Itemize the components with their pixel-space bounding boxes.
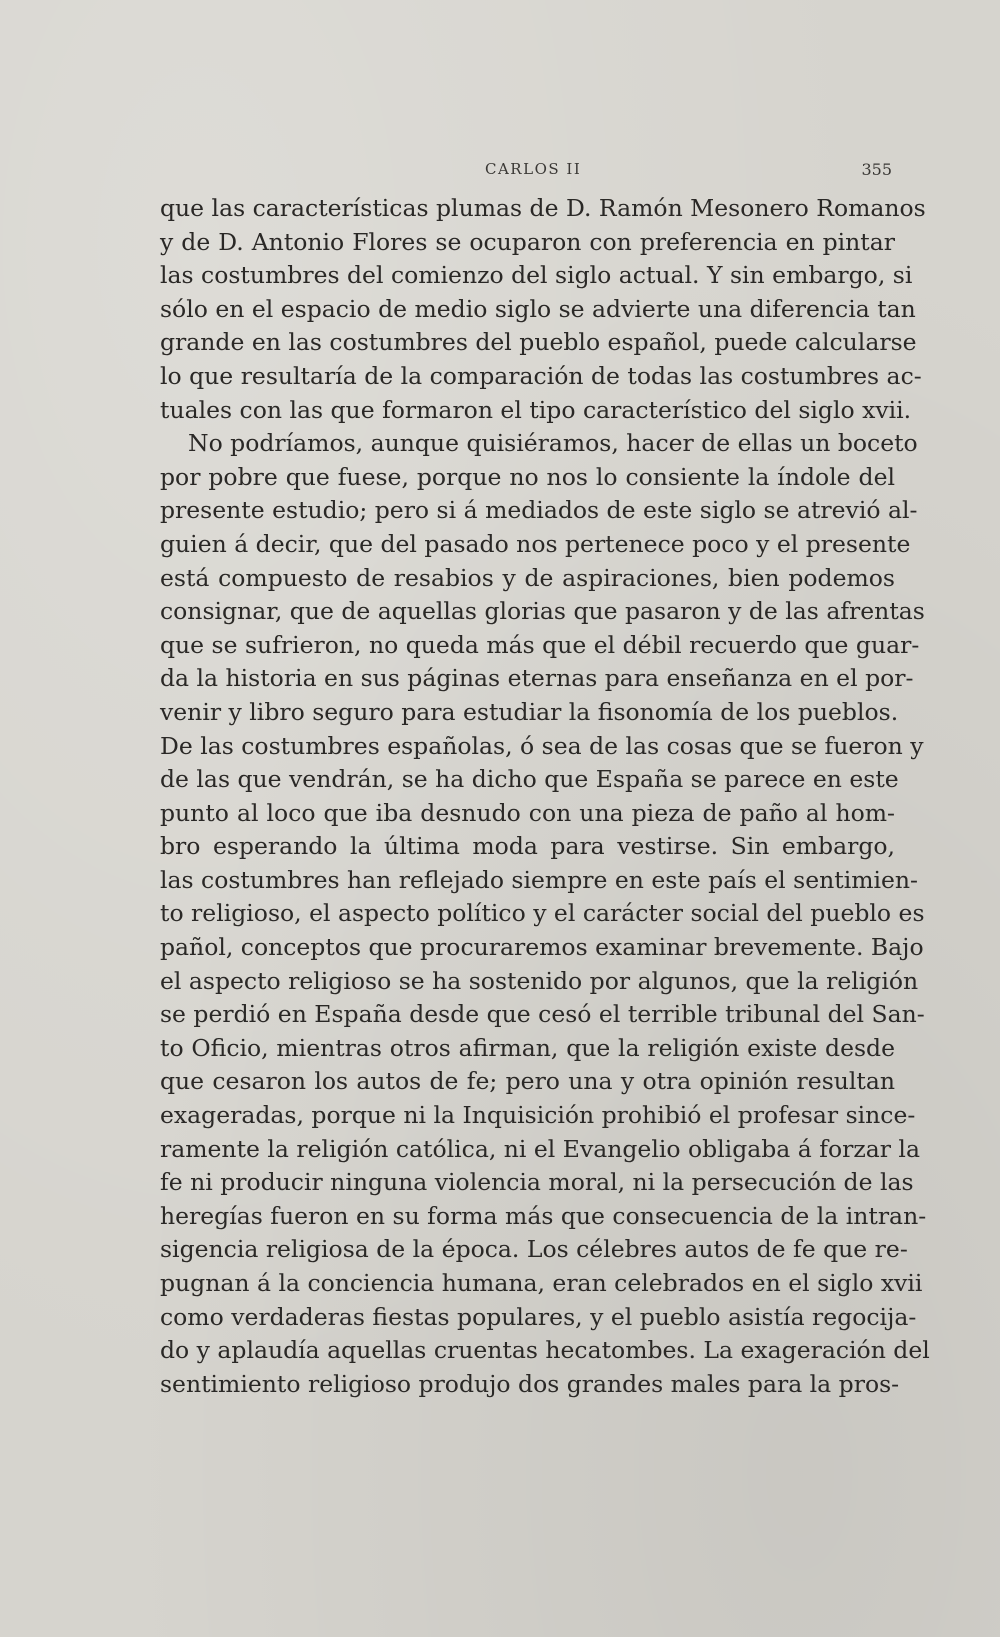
text-line: heregías fueron en su forma más que consecuencia de la intran- [160, 1201, 927, 1230]
text-line: consignar, que de aquellas glorias que pasaron y de las afrentas [160, 597, 925, 626]
text-line: venir y libro seguro para estudiar la fisonomía de los pueblos. [160, 697, 899, 726]
text-line: las costumbres han reflejado siempre en este país el sentimien- [160, 865, 918, 894]
text-line: bro esperando la última moda para vestirse. Sin embargo, [160, 832, 895, 861]
text-line: las costumbres del comienzo del siglo actual. Y sin embargo, si [160, 261, 913, 290]
text-line: sólo en el espacio de medio siglo se advierte una diferencia tan [160, 294, 916, 323]
text-line: De las costumbres españolas, ó sea de las cosas que se fueron y [160, 731, 924, 760]
text-line: como verdaderas fiestas populares, y el pueblo asistía regocija- [160, 1302, 917, 1331]
body-text [160, 192, 930, 1401]
text-line: fe ni producir ninguna violencia moral, ni la persecución de las [160, 1168, 914, 1197]
text-line: da la historia en sus páginas eternas para enseñanza en el por- [160, 664, 914, 693]
text-line: exageradas, porque ni la Inquisición prohibió el profesar since- [160, 1101, 916, 1130]
text-line: que se sufrieron, no queda más que el débil recuerdo que guar- [160, 630, 920, 659]
text-line: ramente la religión católica, ni el Evangelio obligaba á forzar la [160, 1134, 920, 1163]
text-line: lo que resultaría de la comparación de todas las costumbres ac- [160, 361, 922, 390]
page-number: 355 [861, 160, 892, 179]
text-line: tuales con las que formaron el tipo característico del siglo xvii. [160, 395, 912, 424]
text-line: pugnan á la conciencia humana, eran celebrados en el siglo xvii [160, 1269, 923, 1297]
text-line: y de D. Antonio Flores se ocuparon con preferencia en pintar [160, 227, 895, 256]
text-line: que cesaron los autos de fe; pero una y otra opinión resultan [160, 1067, 895, 1096]
text-line: do y aplaudía aquellas cruentas hecatombes. La exageración del [160, 1336, 930, 1365]
text-line: grande en las costumbres del pueblo español, puede calcularse [160, 328, 917, 357]
text-line: to religioso, el aspecto político y el carácter social del pueblo es [160, 899, 925, 928]
text-line: está compuesto de resabios y de aspiraciones, bien podemos [160, 563, 895, 592]
text-line: se perdió en España desde que cesó el terrible tribunal del San- [160, 1000, 925, 1029]
text-line: por pobre que fuese, porque no nos lo consiente la índole del [160, 462, 895, 491]
text-line: sentimiento religioso produjo dos grandes males para la pros- [160, 1369, 900, 1398]
text-line: to Oficio, mientras otros afirman, que la religión existe desde [160, 1033, 895, 1062]
text-line: sigencia religiosa de la época. Los célebres autos de fe que re- [160, 1235, 908, 1264]
text-line: de las que vendrán, se ha dicho que España se parece en este [160, 765, 899, 794]
text-line: pañol, conceptos que procuraremos examinar brevemente. Bajo [160, 933, 924, 962]
text-line: guien á decir, que del pasado nos pertenece poco y el presente [160, 529, 911, 558]
running-title: CARLOS II [485, 160, 582, 178]
text-line: presente estudio; pero si á mediados de este siglo se atrevió al- [160, 496, 918, 525]
text-line: el aspecto religioso se ha sostenido por algunos, que la religión [160, 966, 919, 995]
running-header [165, 160, 892, 184]
text-line: que las características plumas de D. Ramón Mesonero Romanos [160, 194, 926, 222]
text-line: No podríamos, aunque quisiéramos, hacer de ellas un boceto [188, 429, 918, 458]
text-line: punto al loco que iba desnudo con una pieza de paño al hom- [160, 798, 895, 827]
